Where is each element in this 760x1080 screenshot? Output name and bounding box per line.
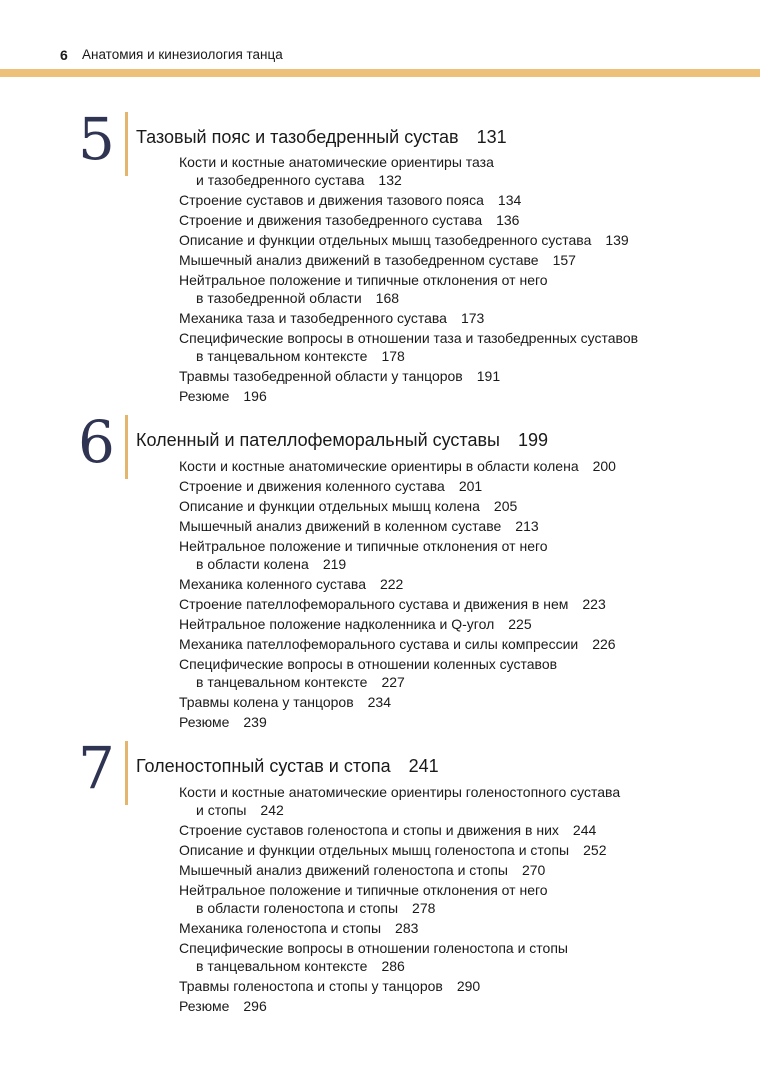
toc-entry [179,881,739,917]
entry-title-line2: в танцевальном контексте [196,348,368,364]
entry-title: Нейтральное положение и типичные отклонения от него [179,272,548,288]
toc-entry [179,977,739,995]
entry-title: Строение и движения коленного сустава [179,478,445,494]
toc-entry [179,841,739,859]
toc-entry [179,615,739,633]
entry-page: 201 [458,478,483,494]
chapter-title [136,755,439,777]
chapter-title-text: Тазовый пояс и тазобедренный сустав [136,127,459,147]
entry-title: Мышечный анализ движений голеностопа и стопы [179,862,508,878]
chapter-title [136,126,507,148]
entry-title: Резюме [179,388,230,404]
toc-entry [179,457,739,475]
toc-entry [179,153,739,189]
toc-entry [179,251,739,269]
entry-title: Механика пателлофеморального сустава и силы компрессии [179,636,579,652]
entry-page: 234 [367,694,391,710]
toc-entry [179,271,739,307]
toc-entry [179,939,739,975]
entry-title: Строение пателлофеморального сустава и движения в нем [179,596,569,612]
entry-page: 283 [395,920,419,936]
toc-entry [179,575,739,593]
entry-title-line2: в области колена [196,556,309,572]
toc-entries [179,457,739,733]
entry-title-continuation [179,555,739,573]
entry-page: 168 [375,290,400,306]
toc-entry [179,231,739,249]
entry-page: 173 [460,310,485,326]
entry-page: 244 [572,822,597,838]
entry-page: 226 [592,636,616,652]
entry-title: Нейтральное положение и типичные отклонения от него [179,538,548,554]
toc-entry [179,821,739,839]
toc-entry [179,309,739,327]
entry-title: Травмы тазобедренной области у танцоров [179,368,463,384]
chapter-title-text: Голеностопный сустав и стопа [136,756,391,776]
entry-page: 286 [381,958,405,974]
entry-page: 270 [521,862,546,878]
entry-page: 239 [243,714,267,730]
entry-title: Описание и функции отдельных мышц колена [179,498,480,514]
toc-entry [179,861,739,879]
toc-entry [179,693,739,711]
entry-page: 139 [605,232,629,248]
toc-entry [179,191,739,209]
entry-page: 213 [515,518,539,534]
entry-page: 252 [583,842,607,858]
entry-title: Резюме [179,714,230,730]
entry-title-line2: в области голеностопа и стопы [196,900,399,916]
chapter-accent-bar [125,112,128,176]
toc-entry [179,655,739,691]
entry-title: Травмы голеностопа и стопы у танцоров [179,978,443,994]
book-title: Анатомия и кинезиология танца [82,47,283,62]
toc-entry [179,329,739,365]
toc-entry [179,635,739,653]
entry-title: Специфические вопросы в отношении коленных суставов [179,656,558,672]
entry-page: 227 [381,674,405,690]
entry-title-continuation [179,347,739,365]
entry-title-line2: в танцевальном контексте [196,958,368,974]
entry-page: 134 [497,192,522,208]
chapter-accent-bar [125,415,128,479]
entry-title: Специфические вопросы в отношении голеностопа и стопы [179,940,568,956]
entry-page: 223 [582,596,606,612]
entry-title: Строение суставов и движения тазового пояса [179,192,484,208]
entry-title: Кости и костные анатомические ориентиры голеностопного сустава [179,784,621,800]
entry-title: Описание и функции отдельных мышц голеностопа и стопы [179,842,570,858]
chapter-title [136,429,548,451]
entry-page: 290 [456,978,481,994]
entry-title-continuation [179,899,739,917]
entry-title: Нейтральное положение и типичные отклонения от него [179,882,548,898]
entry-page: 222 [379,576,404,592]
chapter-number: 6 [78,408,115,476]
entry-title-continuation [179,957,739,975]
entry-title-line2: и стопы [196,802,247,818]
entry-page: 278 [412,900,436,916]
entry-title: Специфические вопросы в отношении таза и тазобедренных суставов [179,330,639,346]
page-number: 6 [60,47,68,63]
chapter-page: 241 [408,756,439,776]
toc-entry [179,517,739,535]
toc-entry [179,387,739,405]
chapter-page: 199 [517,430,549,450]
toc-entry [179,477,739,495]
entry-title-line2: и тазобедренного сустава [196,172,365,188]
entry-title: Нейтральное положение надколенника и Q-угол [179,616,495,632]
entry-title: Механика таза и тазобедренного сустава [179,310,447,326]
chapter-number: 7 [78,734,115,802]
entry-page: 225 [508,616,532,632]
toc-entries [179,783,739,1017]
chapter-accent-bar [125,741,128,805]
entry-page: 191 [476,368,501,384]
chapter-page: 131 [476,127,507,147]
entry-title: Кости и костные анатомические ориентиры в области колена [179,458,579,474]
toc-entry [179,497,739,515]
toc-entry [179,537,739,573]
entry-page: 136 [496,212,520,228]
entry-title: Механика голеностопа и стопы [179,920,382,936]
toc-entry [179,919,739,937]
toc-entry [179,367,739,385]
toc-entry [179,997,739,1015]
entry-page: 200 [592,458,616,474]
entry-title: Механика коленного сустава [179,576,366,592]
entry-title: Описание и функции отдельных мышц тазобедренного сустава [179,232,592,248]
entry-page: 296 [243,998,267,1014]
entry-title-continuation [179,673,739,691]
entry-title: Кости и костные анатомические ориентиры таза [179,154,494,170]
entry-title: Мышечный анализ движений в тазобедренном суставе [179,252,539,268]
entry-title-continuation [179,171,739,189]
entry-page: 205 [493,498,518,514]
entry-page: 132 [378,172,402,188]
entry-title: Травмы колена у танцоров [179,694,354,710]
entry-page: 178 [381,348,405,364]
entry-page: 196 [243,388,267,404]
entry-title-line2: в танцевальном контексте [196,674,368,690]
toc-entry [179,713,739,731]
entry-title-continuation [179,289,739,307]
toc-entry [179,595,739,613]
entry-title: Строение суставов голеностопа и стопы и движения в них [179,822,559,838]
chapter-title-text: Коленный и пателлофеморальный суставы [136,430,500,450]
toc-entries [179,153,739,407]
entry-title: Строение и движения тазобедренного сустава [179,212,483,228]
chapter-number: 5 [78,105,115,173]
header-rule [0,69,760,77]
entry-title: Мышечный анализ движений в коленном суставе [179,518,502,534]
entry-title-continuation [179,801,739,819]
entry-page: 157 [552,252,576,268]
toc-entry [179,211,739,229]
entry-title-line2: в тазобедренной области [196,290,362,306]
entry-title: Резюме [179,998,230,1014]
toc-entry [179,783,739,819]
entry-page: 219 [322,556,347,572]
entry-page: 242 [260,802,284,818]
